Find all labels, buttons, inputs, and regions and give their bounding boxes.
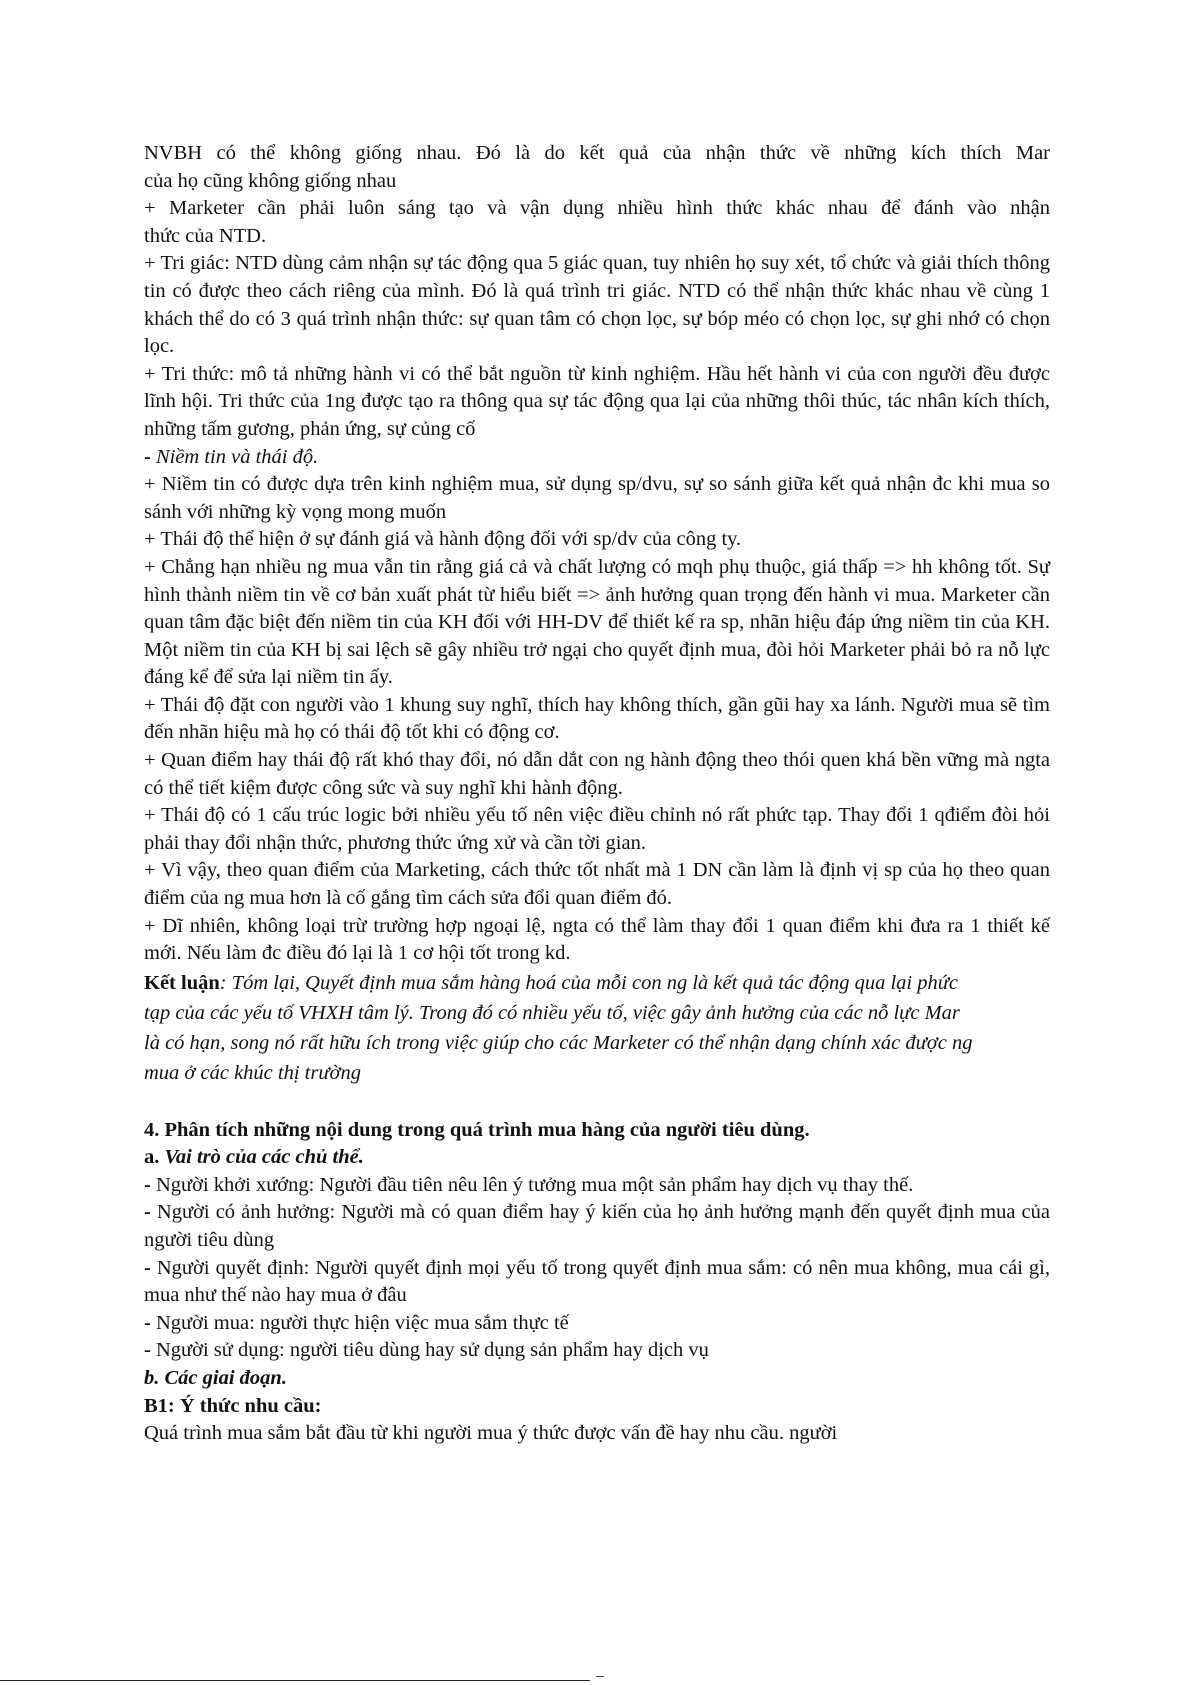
role-anh-huong-text: Người có ảnh hưởng: Người mà có quan điểm hay ý kiến của họ ảnh hưởng mạnh đến quyết định mua của người tiêu dùng (144, 1201, 1051, 1251)
heading-4-text: 4. Phân tích những nội dung trong quá trình mua hàng của người tiêu dùng. (144, 1118, 810, 1141)
step-b1-heading (144, 1393, 1050, 1421)
role-quyet-dinh-text: Người quyết định: Người quyết định mọi yếu tố trong quyết định mua sắm: có nên mua không, mua cái gì, mua như thế nào hay mua ở đâu (144, 1256, 1050, 1307)
paragraph-vi-vay: + Vì vậy, theo quan điểm của Marketing, cách thức tốt nhất mà 1 DN cần làm là định vị sp của họ theo quan điểm của ng mua hơn là cố gắng tìm cách sửa đổi quan điểm đó. (144, 859, 1050, 910)
conclusion-label: Kết luận (144, 971, 220, 994)
footer-rule (0, 1680, 590, 1681)
role-khoi-xuong-text: Người khởi xướng: Người đầu tiên nêu lên ý tưởng mua một sản phẩm hay dịch vụ thay thế. (155, 1173, 914, 1196)
role-quyet-dinh (144, 1255, 1050, 1310)
paragraph-cau-truc: + Thái độ có 1 cấu trúc logic bởi nhiều yếu tố nên việc điều chỉnh nó rất phức tạp. Thay đổi 1 qđiểm đòi hỏi phải thay đổi nhận thức, phương thức ứng xử và cần tời gian. (144, 804, 1050, 854)
dash: - (144, 1201, 157, 1224)
paragraph-quan-diem: + Quan điểm hay thái độ rất khó thay đổi, nó dẫn dắt con ng hành động theo thói quen khá bền vững mà ngta có thể tiết kiệm được công sức và suy nghĩ khi hành động. (144, 749, 1050, 799)
document-page (144, 140, 1050, 1448)
role-anh-huong (144, 1199, 1050, 1254)
subheading-b (144, 1365, 1050, 1393)
role-nguoi-mua (144, 1310, 1050, 1338)
step-b1-text: B1: Ý thức nhu cầu: (144, 1394, 322, 1417)
paragraph-thai-do-khung: + Thái độ đặt con người vào 1 khung suy nghĩ, thích hay không thích, gần gũi hay xa lánh. Người mua sẽ tìm đến nhãn hiệu mà họ có thái độ tốt khi có động cơ. (144, 693, 1050, 744)
paragraph-marketer-line2: thức của NTD. (144, 224, 267, 247)
dash: - (144, 1173, 156, 1196)
paragraph-tri-giac: + Tri giác: NTD dùng cảm nhận sự tác động qua 5 giác quan, tuy nhiên họ suy xét, tổ chức và giải thích thông tin có được theo cách riêng của mình. Đó là quá trình tri giác. NTD có thể nhận thức khác nhau về cùng 1 khách thể do có 3 quá trình nhận thức: sự quan tâm có chọn lọc, sự bóp méo có chọn lọc, sự ghi nhớ có chọn lọc. (144, 252, 1050, 358)
subheading-b-text: b. Các giai đoạn. (144, 1366, 287, 1389)
dash: - (144, 1339, 156, 1362)
role-nguoi-mua-text: Người mua: người thực hiện việc mua sắm thực tế (155, 1311, 569, 1334)
dash: - (144, 445, 156, 468)
footer-mark (596, 1676, 604, 1677)
paragraph-nvbh-line1: NVBH có thể không giống nhau. Đó là do kết quả của nhận thức về những kích thích Mar (144, 142, 1050, 164)
paragraph-conclusion (144, 968, 974, 1089)
role-khoi-xuong (144, 1172, 1050, 1200)
role-nguoi-su-dung (144, 1337, 1050, 1365)
dash: - (144, 1311, 156, 1334)
subheading-a-prefix: a. (144, 1146, 165, 1169)
subheading-a (144, 1144, 1050, 1172)
paragraph-marketer-line1: + Marketer cần phải luôn sáng tạo và vận dụng nhiều hình thức khác nhau để đánh vào nhận (144, 197, 1050, 220)
paragraph-chang-han: + Chẳng hạn nhiều ng mua vẫn tin rằng giá cả và chất lượng có mqh phụ thuộc, giá thấp => hh không tốt. Sự hình thành niềm tin về cơ bản xuất phát từ hiểu biết => ảnh hưởng quan trọng đến hành vi mua. Marketer cần quan tâm đặc biệt đến niềm tin của KH đối với HH-DV để thiết kế ra sp, nhãn hiệu đáp ứng niềm tin của KH. Một niềm tin của KH bị sai lệch sẽ gây nhiều trở ngại cho quyết định mua, đòi hỏi Marketer phải bỏ ra nỗ lực đáng kể để sửa lại niềm tin ấy. (144, 555, 1050, 689)
dash: - (144, 1256, 157, 1279)
paragraph-di-nhien: + Dĩ nhiên, không loại trừ trường hợp ngoại lệ, ngta có thể làm thay đổi 1 quan điểm khi đưa ra 1 thiết kế mới. Nếu làm đc điều đó lại là 1 cơ hội tốt trong kd. (144, 914, 1050, 965)
paragraph-nvbh-line2: của họ cũng không giống nhau (144, 169, 397, 192)
role-nguoi-su-dung-text: Người sử dụng: người tiêu dùng hay sử dụng sản phẩm hay dịch vụ (155, 1339, 709, 1362)
spacer (144, 1089, 1050, 1117)
paragraph-niem-tin: + Niềm tin có được dựa trên kinh nghiệm mua, sử dụng sp/dvu, sự so sánh giữa kết quả nhận đc khi mua so sánh với những kỳ vọng mong muốn (144, 473, 1050, 523)
conclusion-text: : Tóm lại, Quyết định mua sắm hàng hoá của mỗi con ng là kết quả tác động qua lại phức tạp của các yếu tố VHXH tâm lý. Trong đó có nhiều yếu tố, việc gây ảnh hưởng của các nỗ lực Mar là có hạn, song nó rất hữu ích trong việc giúp cho các Marketer có thể nhận dạng chính xác được ng mua ở các khúc thị trường (144, 971, 973, 1085)
paragraph-thai-do-danh-gia: + Thái độ thể hiện ở sự đánh giá và hành động đối với sp/dv của công ty. (144, 528, 742, 551)
paragraph-tri-thuc: + Tri thức: mô tả những hành vi có thể bắt nguồn từ kinh nghiệm. Hầu hết hành vi của con người đều được lĩnh hội. Tri thức của 1ng được tạo ra thông qua sự tác động qua lại của những thôi thúc, tác nhân kích thích, những tấm gương, phản ứng, sự củng cố (144, 362, 1050, 440)
section-heading-4 (144, 1117, 1050, 1145)
niem-tin-title: Niềm tin và thái độ. (155, 445, 319, 468)
subheading-a-title: Vai trò của các chủ thể. (164, 1146, 364, 1169)
paragraph-qua-trinh: Quá trình mua sắm bắt đầu từ khi người mua ý thức được vấn đề hay nhu cầu. người (144, 1422, 838, 1445)
paragraph-niem-tin-heading (144, 444, 1050, 472)
